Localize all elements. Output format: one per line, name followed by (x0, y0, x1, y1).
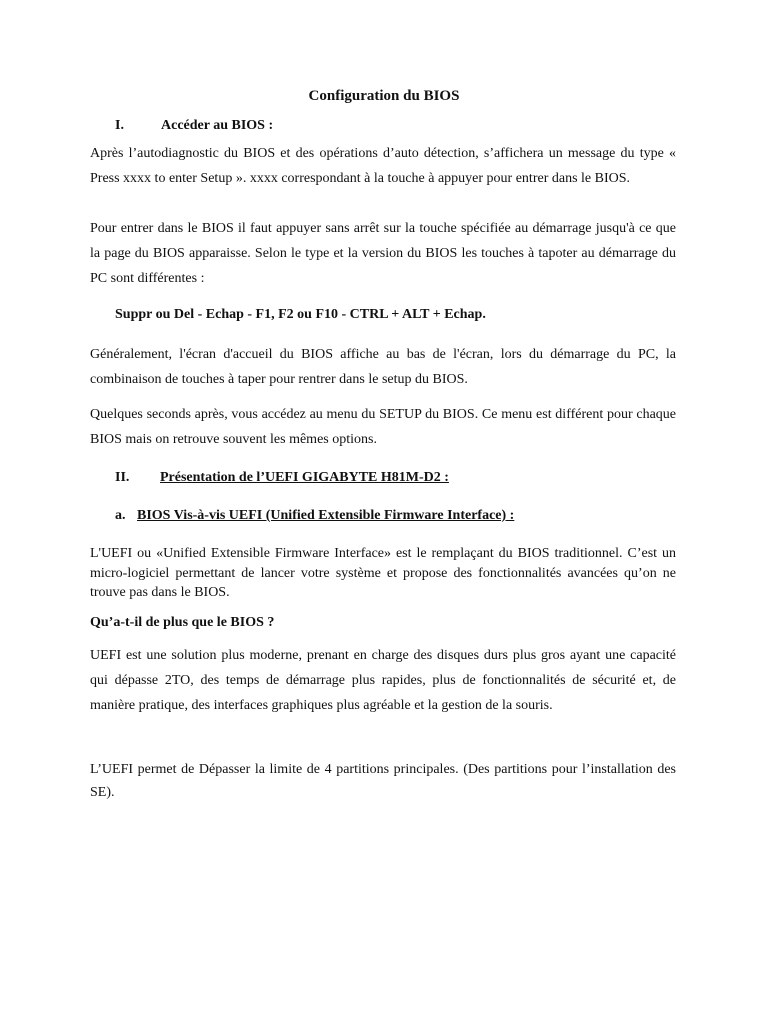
subsection-a-title: BIOS Vis-à-vis UEFI (Unified Extensible Firmware Interface) : (137, 508, 515, 523)
paragraph-uefi-definition: L'UEFI ou «Unified Extensible Firmware Interface» est le remplaçant du BIOS traditionnel. C’est un micro-logiciel permettant de lancer votre système et propose des fonctionnalités avancées qu’on ne trouve pas dans le BIOS. (90, 546, 676, 600)
subsection-a-number: a. (115, 508, 126, 523)
paragraph-press-setup: Après l’autodiagnostic du BIOS et des opérations d’auto détection, s’affichera un message du type « Press xxxx to enter Setup ». xxxx correspondant à la touche à appuyer pour entrer dans le BIOS. (90, 146, 676, 186)
section-2-heading (115, 469, 449, 487)
paragraph-uefi-partitions: L’UEFI permet de Dépasser la limite de 4 partitions principales. (Des partitions pour l’installation des SE). (90, 762, 676, 800)
subsection-a-heading (115, 507, 514, 525)
question-heading: Qu’a-t-il de plus que le BIOS ? (90, 615, 275, 630)
section-1-heading (115, 117, 273, 135)
section-2-number: II. (115, 470, 130, 485)
document-title: Configuration du BIOS (308, 88, 460, 104)
section-1-title: Accéder au BIOS : (161, 118, 274, 133)
section-2-title: Présentation de l’UEFI GIGABYTE H81M-D2 : (160, 470, 449, 485)
paragraph-uefi-advantages: UEFI est une solution plus moderne, prenant en charge des disques durs plus gros ayant une capacité qui dépasse 2TO, des temps de démarrage plus rapides, plus de fonctionnalités de sécurité et, de manière pratique, des interfaces graphiques plus agréable et la gestion de la souris. (90, 648, 676, 713)
paragraph-setup-menu: Quelques seconds après, vous accédez au menu du SETUP du BIOS. Ce menu est différent pour chaque BIOS mais on retrouve souvent les mêmes options. (90, 407, 676, 447)
key-combinations: Suppr ou Del - Echap - F1, F2 ou F10 - CTRL + ALT + Echap. (115, 307, 486, 322)
paragraph-boot-screen: Généralement, l'écran d'accueil du BIOS affiche au bas de l'écran, lors du démarrage du PC, la combinaison de touches à taper pour rentrer dans le setup du BIOS. (90, 347, 676, 387)
paragraph-enter-bios: Pour entrer dans le BIOS il faut appuyer sans arrêt sur la touche spécifiée au démarrage jusqu'à ce que la page du BIOS apparaisse. Selon le type et la version du BIOS les touches à tapoter au démarrage du PC sont différentes : (90, 221, 676, 286)
section-1-number: I. (115, 118, 124, 133)
